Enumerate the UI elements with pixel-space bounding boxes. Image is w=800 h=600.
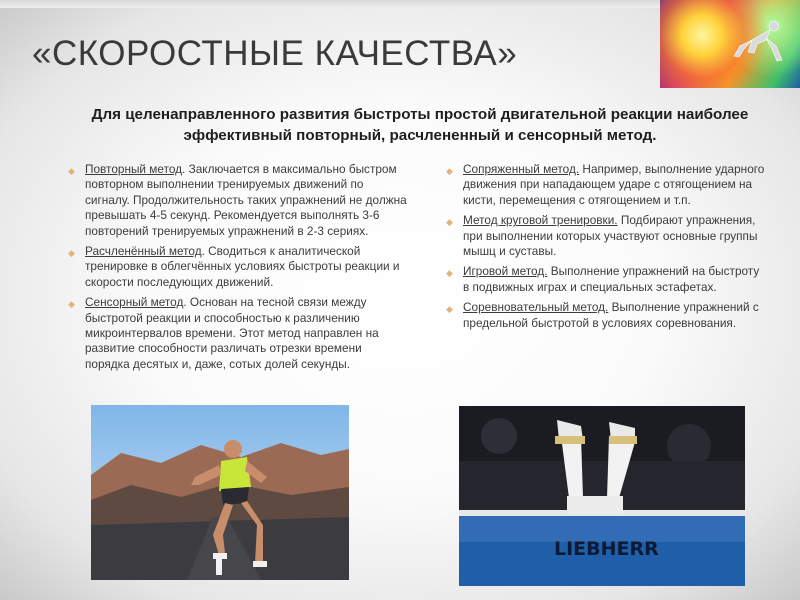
method-description: Например, выполнение ударного движения при нападающем ударе с отягощением на кисти, перемещения с отягощением и т.п. xyxy=(463,162,765,207)
bullet-icon: ◆ xyxy=(68,166,75,176)
method-term: Сопряженный метод. xyxy=(463,162,580,176)
method-description: . Сводиться к аналитической тренировке в облегчённых условиях быстроты реакции и скорости последующих движений. xyxy=(85,244,400,289)
table-tennis-illustration xyxy=(459,406,745,586)
bullet-icon: ◆ xyxy=(68,299,75,310)
list-item xyxy=(446,300,766,331)
bullet-icon: ◆ xyxy=(446,268,453,279)
list-item xyxy=(68,162,408,239)
table-tennis-photo xyxy=(459,406,745,586)
bullet-icon: ◆ xyxy=(446,217,453,228)
method-description: . Заключается в максимально быстром повторном выполнении тренируемых движений по сигналу. Продолжительность таких упражнений не должна превышать 4-5 секунд. Рекомендуется выполнять 3-6 повторений тренируемых упражнений в 2-3 сериях. xyxy=(85,162,407,238)
method-description: . Основан на тесной связи между быстротой реакции и способностью к различению микроинтервалов времени. Этот метод направлен на развитие способности различать отрезки времени порядка десятых и, даже, сотых долей секунды. xyxy=(85,295,379,371)
method-term: Расчленённый метод xyxy=(85,244,202,259)
bullet-icon: ◆ xyxy=(446,304,453,315)
road-runner-illustration xyxy=(91,405,349,580)
bullet-icon: ◆ xyxy=(68,248,75,259)
left-method-list xyxy=(68,162,408,377)
slide-title: «СКОРОСТНЫЕ КАЧЕСТВА» xyxy=(32,34,518,73)
road-runner-photo xyxy=(91,405,349,580)
right-method-list xyxy=(446,162,766,336)
sprinter-figure-icon xyxy=(730,16,790,64)
method-term: Соревновательный метод. xyxy=(463,300,609,315)
list-item xyxy=(68,244,408,290)
bullet-icon: ◆ xyxy=(446,166,453,176)
list-item xyxy=(68,295,408,372)
liebherr-sign-text: LIEBHERR xyxy=(554,538,659,560)
method-term: Повторный метод xyxy=(85,162,183,176)
list-item xyxy=(446,264,766,295)
method-description: Выполнение упражнений с предельной быстротой в условиях соревнования. xyxy=(463,300,759,330)
list-item xyxy=(446,213,766,259)
slide-subtitle: Для целенаправленного развития быстроты простой двигательной реакции наиболее эффективный повторный, расчлененный и сенсорный метод. xyxy=(91,106,749,144)
method-term: Метод круговой тренировки. xyxy=(463,213,618,228)
method-description: Подбирают упражнения, при выполнении которых участвуют основные группы мышц и суставы. xyxy=(463,213,758,259)
method-term: Сенсорный метод xyxy=(85,295,184,310)
list-item xyxy=(446,162,766,208)
method-description: Выполнение упражнений на быстроту в подвижных играх и специальных эстафетах. xyxy=(463,264,760,294)
method-term: Игровой метод. xyxy=(463,264,548,279)
sprinter-hero-image xyxy=(660,0,800,88)
